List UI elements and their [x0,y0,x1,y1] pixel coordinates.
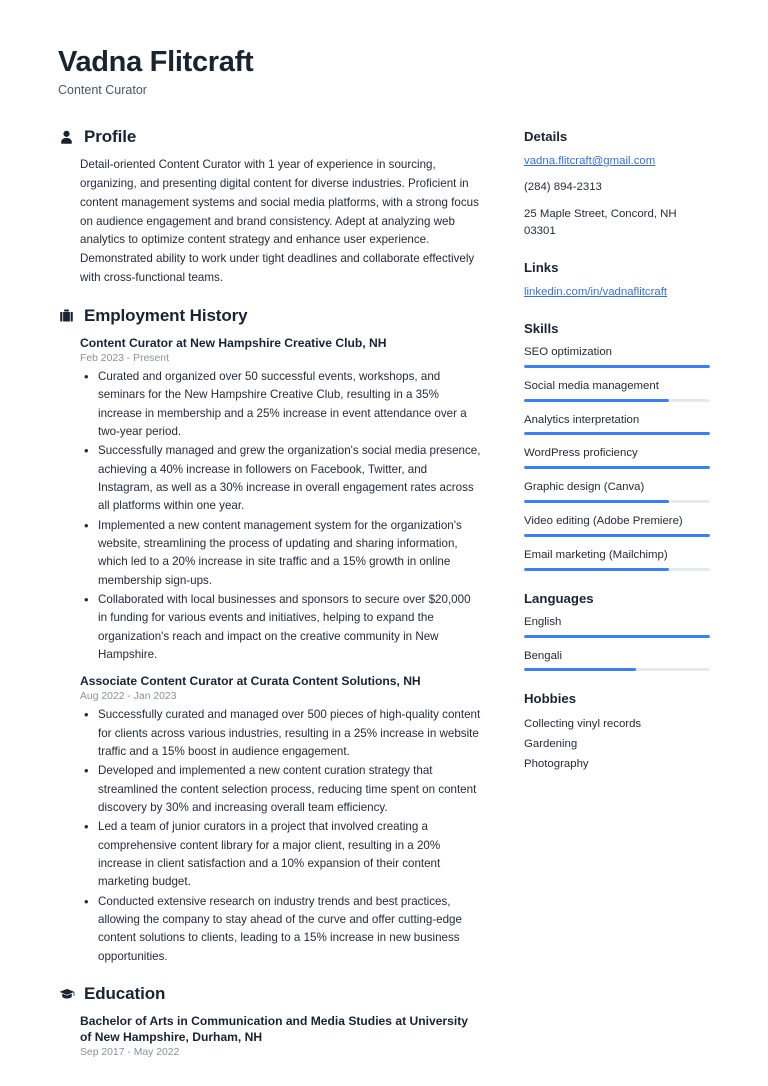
skill-item [524,514,710,537]
address-text: 25 Maple Street, Concord, NH 03301 [524,207,677,237]
resume-header [58,46,710,97]
education-entry-date: Sep 2017 - May 2022 [80,1047,180,1059]
bullet-item: • Collaborated with local businesses and sponsors to secure over $20,000 in funding for various events and initiatives, helping to expand the organization's reach and impact on the creative community in New Hampshire. [80,591,482,664]
hobby-item: Collecting vinyl records [524,718,642,731]
person-icon [58,129,75,146]
language-bar-fill [524,668,636,671]
skill-label: Email marketing (Mailchimp) [524,548,668,561]
skill-bar-fill [524,466,710,469]
skill-label: SEO optimization [524,345,612,358]
language-item [524,649,710,672]
resume-columns [58,127,710,1076]
email-link[interactable]: vadna.flitcraft@gmail.com [524,155,656,168]
skill-bar-fill [524,568,669,571]
employment-entry-bullets [80,368,482,664]
sidebar-skills [524,321,710,571]
language-item [524,615,710,638]
linkedin-link[interactable]: linkedin.com/in/vadnaflitcraft [524,285,668,298]
phone-text: (284) 894-2313 [524,181,602,194]
sidebar-details [524,129,710,239]
language-label: Bengali [524,649,562,662]
briefcase-icon [58,307,75,324]
skill-bar-track [524,432,710,435]
skill-item [524,548,710,571]
skill-item [524,379,710,402]
skill-item [524,446,710,469]
section-education-header [58,984,482,1004]
skill-item [524,480,710,503]
bullet-item: • Developed and implemented a new content curation strategy that streamlined the content selection process, reducing time spent on content discovery by 30% and increasing overall team efficiency. [80,762,482,817]
employment-entry [58,673,482,966]
hobby-item: Photography [524,757,589,770]
skill-bar-track [524,534,710,537]
employment-entry-title: Associate Content Curator at Curata Content Solutions, NH [80,674,421,689]
sidebar-links [524,260,710,301]
skill-bar-track [524,466,710,469]
main-column [58,127,482,1076]
candidate-name: Vadna Flitcraft [58,46,254,78]
skill-bar-track [524,568,710,571]
skill-bar-track [524,500,710,503]
section-employment-title: Employment History [84,305,248,325]
bullet-item: • Conducted extensive research on industry trends and best practices, allowing the company to stay ahead of the curve and offer cutting-edge content solutions to clients, leading to a 15% increase in new business opportunities. [80,893,482,966]
employment-entry [58,335,482,664]
skill-item [524,345,710,368]
sidebar-languages-title: Languages [524,590,594,606]
section-profile-title: Profile [84,127,137,147]
section-profile-header [58,127,482,147]
skill-item [524,413,710,436]
education-entry [58,1013,482,1059]
skill-bar-fill [524,432,710,435]
employment-entry-date: Aug 2022 - Jan 2023 [80,691,177,703]
language-bar-track [524,668,710,671]
skill-label: Social media management [524,379,659,392]
section-profile [58,127,482,287]
employment-entry-bullets [80,706,482,965]
sidebar-hobbies [524,691,710,774]
education-entry-title: Bachelor of Arts in Communication and Media Studies at University of New Hampshire, Durham, NH [80,1013,468,1045]
skill-bar-fill [524,365,710,368]
sidebar-hobbies-title: Hobbies [524,691,577,707]
sidebar-details-title: Details [524,129,568,145]
sidebar-links-title: Links [524,259,559,275]
language-bar-fill [524,635,710,638]
sidebar-column [524,127,710,794]
language-label: English [524,615,562,628]
bullet-item: • Successfully managed and grew the organization's social media presence, achieving a 40% increase in followers on Facebook, Twitter, and Instagram, as well as a 30% increase in overall engagement rates across all platforms within one year. [80,442,482,515]
bullet-item: • Curated and organized over 50 successful events, workshops, and seminars for the New Hampshire Creative Club, resulting in a 35% increase in membership and a 25% increase in event attendance over a two-year period. [80,368,482,441]
section-education-title: Education [84,983,166,1003]
skill-bar-fill [524,534,710,537]
bullet-item: • Successfully curated and managed over 500 pieces of high-quality content for clients across various industries, resulting in a 25% increase in website traffic and a 15% boost in audience engagement. [80,706,482,761]
skill-label: Graphic design (Canva) [524,481,645,494]
skill-bar-track [524,365,710,368]
skill-bar-fill [524,399,669,402]
skill-bar-fill [524,500,669,503]
skill-label: Analytics interpretation [524,413,640,426]
section-education [58,984,482,1059]
hobby-item: Gardening [524,737,578,750]
skill-label: WordPress proficiency [524,447,638,460]
skill-label: Video editing (Adobe Premiere) [524,515,683,528]
employment-entry-date: Feb 2023 - Present [80,353,169,365]
sidebar-languages [524,591,710,672]
profile-summary-text: Detail-oriented Content Curator with 1 year of experience in sourcing, organizing, and presenting digital content for diverse industries. Proficient in content management systems and social media platforms, with a strong focus on audience engagement and brand consistency. Adept at analyzing web analytics to optimize content strategy and enhance user experience. Demonstrated ability to work under tight deadlines and collaborate effectively with cross-functional teams. [80,158,479,285]
bullet-item: • Implemented a new content management system for the organization's website, streamlining the process of updating and sharing information, which led to a 20% increase in site traffic and a 15% growth in online membership sign-ups. [80,517,482,590]
employment-entry-title: Content Curator at New Hampshire Creative Club, NH [80,335,387,350]
section-employment [58,306,482,966]
graduation-cap-icon [58,985,75,1002]
section-employment-header [58,306,482,326]
skill-bar-track [524,399,710,402]
sidebar-skills-title: Skills [524,320,559,336]
language-bar-track [524,635,710,638]
bullet-item: • Led a team of junior curators in a project that involved creating a comprehensive content library for a major client, resulting in a 20% increase in client satisfaction and a 10% expansion of their content marketing budget. [80,818,482,891]
candidate-job-title: Content Curator [58,83,147,98]
